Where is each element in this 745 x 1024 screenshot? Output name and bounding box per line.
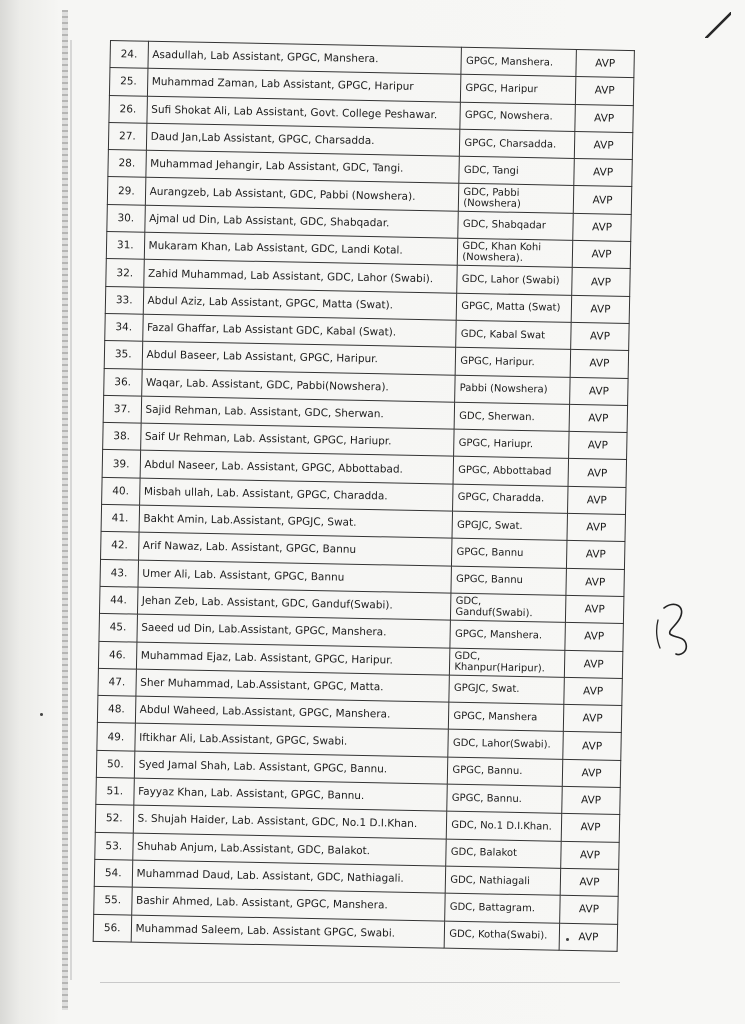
row-number: 35. — [104, 341, 142, 369]
staff-table-wrapper — [93, 40, 635, 952]
status-cell: AVP — [559, 923, 617, 951]
staff-name-cell: Fayyaz Khan, Lab. Assistant, GPGC, Bannu. — [133, 778, 447, 811]
staff-name-cell: Aurangzeb, Lab Assistant, GDC, Pabbi (Nowshera). — [145, 178, 459, 211]
posting-station-cell: GDC, Lahor(Swabi). — [448, 730, 563, 759]
row-number: 40. — [102, 477, 140, 505]
status-cell: AVP — [572, 241, 630, 269]
status-cell: AVP — [565, 623, 623, 651]
posting-station-cell: GDC, Tangi — [459, 156, 574, 185]
posting-station-cell: GDC, Nathiagali — [446, 866, 561, 895]
status-cell: AVP — [565, 595, 623, 623]
posting-station-cell: GPGJC, Swat. — [449, 675, 564, 704]
status-cell: AVP — [568, 486, 626, 514]
row-number: 53. — [95, 832, 133, 860]
row-number: 30. — [107, 204, 145, 232]
status-cell: AVP — [575, 104, 633, 132]
row-number: 34. — [105, 313, 143, 341]
staff-name-cell: Bashir Ahmed, Lab. Assistant, GPGC, Manshera. — [131, 887, 445, 920]
status-cell: AVP — [562, 786, 620, 814]
staff-name-cell: Bakht Amin, Lab.Assistant, GPGJC, Swat. — [139, 505, 453, 538]
status-cell: AVP — [572, 268, 630, 296]
staff-name-cell: Sufi Shokat Ali, Lab Assistant, Govt. College Peshawar. — [146, 96, 460, 129]
status-cell: AVP — [571, 295, 629, 323]
handwritten-page-number-mark — [650, 598, 700, 658]
posting-station-cell: GPGC, Haripur — [461, 75, 576, 104]
row-number: 39. — [102, 450, 140, 478]
posting-station-cell: GDC, Lahor (Swabi) — [457, 266, 572, 295]
staff-name-cell: Muhammad Jehangir, Lab Assistant, GDC, Tangi. — [145, 150, 459, 183]
row-number: 28. — [108, 150, 146, 178]
staff-name-cell: Arif Nawaz, Lab. Assistant, GPGC, Bannu — [138, 532, 452, 565]
posting-station-cell: GPGC, Bannu — [451, 566, 566, 595]
scan-bottom-smudge — [100, 982, 620, 983]
staff-name-cell: Sher Muhammad, Lab.Assistant, GPGC, Matta. — [135, 669, 449, 702]
staff-name-cell: Ajmal ud Din, Lab Assistant, GDC, Shabqadar. — [144, 205, 458, 238]
staff-name-cell: Muhammad Zaman, Lab Assistant, GPGC, Haripur — [147, 69, 461, 102]
status-cell: AVP — [564, 677, 622, 705]
posting-station-cell: GPGC, Abbottabad — [453, 457, 568, 486]
posting-station-cell: GPGC, Haripur. — [455, 347, 570, 376]
status-cell: AVP — [575, 77, 633, 105]
staff-name-cell: Abdul Baseer, Lab Assistant, GPGC, Haripur. — [142, 341, 456, 374]
staff-name-cell: Waqar, Lab. Assistant, GDC, Pabbi(Nowshera). — [141, 369, 455, 402]
row-number: 25. — [109, 68, 147, 96]
status-cell: AVP — [569, 404, 627, 432]
status-cell: AVP — [567, 541, 625, 569]
row-number: 45. — [99, 614, 137, 642]
status-cell: AVP — [569, 432, 627, 460]
row-number: 47. — [98, 668, 136, 696]
staff-name-cell: Zahid Muhammad, Lab Assistant, GDC, Lahor (Swabi). — [143, 260, 457, 293]
posting-station-cell: GPGC, Matta (Swat) — [457, 293, 572, 322]
posting-station-cell: GDC, Khan Kohi (Nowshera). — [458, 238, 573, 267]
posting-station-cell: GPGC, Bannu. — [447, 784, 562, 813]
staff-name-cell: Muhammad Daud, Lab. Assistant, GDC, Nathiagali. — [132, 860, 446, 893]
row-number: 32. — [106, 259, 144, 287]
staff-name-cell: Muhammad Saleem, Lab. Assistant GPGC, Swabi. — [131, 915, 445, 948]
posting-station-cell: GPGC, Bannu — [452, 539, 567, 568]
posting-station-cell: GPGC, Hariupr. — [454, 429, 569, 458]
status-cell: AVP — [560, 896, 618, 924]
row-number: 56. — [93, 914, 131, 942]
posting-station-cell: GDC, Battagram. — [445, 893, 560, 922]
posting-station-cell: GPGC, Charsadda. — [460, 129, 575, 158]
staff-name-cell: Iftikhar Ali, Lab.Assistant, GPGC, Swabi. — [134, 724, 448, 757]
posting-station-cell: GDC, Balakot — [446, 839, 561, 868]
posting-station-cell: GDC, Shabqadar — [458, 211, 573, 240]
status-cell: AVP — [574, 131, 632, 159]
status-cell: AVP — [570, 377, 628, 405]
row-number: 48. — [97, 696, 135, 724]
posting-station-cell: Pabbi (Nowshera) — [455, 375, 570, 404]
status-cell: AVP — [568, 459, 626, 487]
staff-name-cell: Jehan Zeb, Lab. Assistant, GDC, Ganduf(Swabi). — [137, 587, 451, 620]
row-number: 52. — [95, 805, 133, 833]
staff-name-cell: Umer Ali, Lab. Assistant, GPGC, Bannu — [138, 560, 452, 593]
posting-station-cell: GDC, Ganduf(Swabi). — [451, 593, 566, 622]
row-number: 43. — [100, 559, 138, 587]
staff-name-cell: Mukaram Khan, Lab Assistant, GDC, Landi Kotal. — [144, 232, 458, 265]
row-number: 42. — [101, 532, 139, 560]
staff-name-cell: Misbah ullah, Lab. Assistant, GPGC, Charadda. — [139, 478, 453, 511]
status-cell: AVP — [573, 213, 631, 241]
status-cell: AVP — [567, 513, 625, 541]
row-number: 37. — [103, 395, 141, 423]
scan-speck — [566, 938, 569, 941]
posting-station-cell: GDC, Khanpur(Haripur). — [450, 648, 565, 677]
status-cell: AVP — [563, 732, 621, 760]
staff-name-cell: Muhammad Ejaz, Lab. Assistant, GPGC, Haripur. — [136, 642, 450, 675]
staff-name-cell: Saif Ur Rehman, Lab. Assistant, GPGC, Hariupr. — [140, 423, 454, 456]
scan-edge-shadow — [62, 10, 68, 1010]
row-number: 49. — [97, 723, 135, 751]
staff-name-cell: Abdul Aziz, Lab Assistant, GPGC, Matta (Swat). — [143, 287, 457, 320]
staff-name-cell: S. Shujah Haider, Lab. Assistant, GDC, No.1 D.I.Khan. — [133, 805, 447, 838]
staff-name-cell: Asadullah, Lab Assistant, GPGC, Manshera. — [148, 41, 462, 74]
row-number: 55. — [94, 887, 132, 915]
row-number: 27. — [108, 122, 146, 150]
posting-station-cell: GDC, Sherwan. — [454, 402, 569, 431]
posting-station-cell: GPGC, Manshera. — [461, 47, 576, 76]
posting-station-cell: GDC, Pabbi (Nowshera) — [459, 184, 574, 213]
status-cell: AVP — [573, 186, 631, 214]
scan-speck — [40, 713, 43, 716]
status-cell: AVP — [561, 814, 619, 842]
status-cell: AVP — [561, 841, 619, 869]
row-number: 36. — [104, 368, 142, 396]
row-number: 54. — [94, 859, 132, 887]
staff-name-cell: Abdul Naseer, Lab. Assistant, GPGC, Abbottabad. — [140, 451, 454, 484]
posting-station-cell: GDC, Kotha(Swabi). — [444, 921, 559, 950]
status-cell: AVP — [564, 650, 622, 678]
staff-name-cell: Daud Jan,Lab Assistant, GPGC, Charsadda. — [146, 123, 460, 156]
staff-name-cell: Fazal Ghaffar, Lab Assistant GDC, Kabal (Swat). — [142, 314, 456, 347]
status-cell: AVP — [574, 159, 632, 187]
status-cell: AVP — [576, 49, 634, 77]
row-number: 50. — [96, 750, 134, 778]
row-number: 33. — [105, 286, 143, 314]
posting-station-cell: GPGJC, Swat. — [452, 511, 567, 540]
status-cell: AVP — [560, 868, 618, 896]
staff-table-body — [93, 41, 634, 952]
row-number: 51. — [96, 777, 134, 805]
row-number: 31. — [106, 232, 144, 260]
row-number: 44. — [99, 586, 137, 614]
status-cell: AVP — [562, 759, 620, 787]
row-number: 29. — [107, 177, 145, 205]
posting-station-cell: GPGC, Manshera — [449, 702, 564, 731]
posting-station-cell: GDC, No.1 D.I.Khan. — [447, 811, 562, 840]
status-cell: AVP — [566, 568, 624, 596]
posting-station-cell: GPGC, Manshera. — [450, 620, 565, 649]
row-number: 24. — [110, 41, 148, 69]
status-cell: AVP — [563, 704, 621, 732]
posting-station-cell: GPGC, Nowshera. — [460, 102, 575, 131]
row-number: 41. — [101, 504, 139, 532]
row-number: 26. — [109, 95, 147, 123]
staff-name-cell: Syed Jamal Shah, Lab. Assistant, GPGC, Bannu. — [134, 751, 448, 784]
staff-table — [93, 40, 635, 952]
posting-station-cell: GPGC, Charadda. — [453, 484, 568, 513]
staff-name-cell: Saeed ud Din, Lab.Assistant, GPGC, Manshera. — [137, 614, 451, 647]
posting-station-cell: GDC, Kabal Swat — [456, 320, 571, 349]
row-number: 38. — [103, 423, 141, 451]
posting-station-cell: GPGC, Bannu. — [448, 757, 563, 786]
staff-name-cell: Sajid Rehman, Lab. Assistant, GDC, Sherwan. — [141, 396, 455, 429]
folded-corner-mark — [705, 12, 731, 38]
status-cell: AVP — [571, 322, 629, 350]
status-cell: AVP — [570, 350, 628, 378]
scan-edge-line — [70, 40, 72, 980]
staff-name-cell: Abdul Waheed, Lab.Assistant, GPGC, Manshera. — [135, 696, 449, 729]
row-number: 46. — [98, 641, 136, 669]
staff-name-cell: Shuhab Anjum, Lab.Assistant, GDC, Balakot. — [132, 833, 446, 866]
